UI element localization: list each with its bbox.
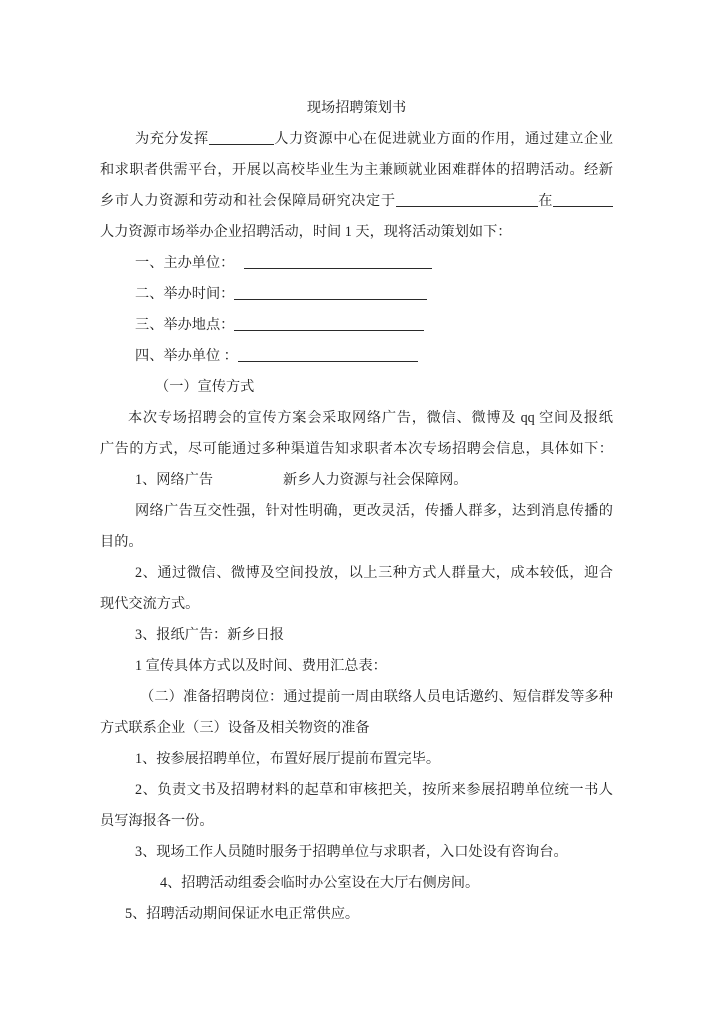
field-label: 四、举办单位 ：	[135, 348, 238, 364]
text-run: 乡市人力资源和劳动和社会保障局研究决定于	[100, 193, 396, 209]
field-row-place	[100, 310, 613, 341]
field-label: 三、举办地点：	[135, 317, 235, 333]
list-item-social-media: 2、通过微信、微博及空间投放，以上三种方式人群量大，成本较低，迎合	[135, 565, 613, 581]
list-item-value: 新乡人力资源与社会保障网。	[283, 472, 468, 488]
paragraph-line: 人力资源市场举办企业招聘活动，时间 1 天，现将活动策划如下：	[100, 224, 512, 240]
blank-line	[244, 254, 432, 269]
text-run: 在	[537, 193, 553, 209]
text-run: 为充分发挥	[135, 131, 209, 147]
field-label: 二、举办时间：	[135, 286, 235, 302]
list-item-label: 1、网络广告	[135, 472, 214, 488]
paragraph-line: 网络广告互交性强，针对性明确，更改灵活，传播人群多，达到消息传播的	[135, 503, 613, 519]
field-row-time	[100, 279, 613, 310]
paragraph-line	[100, 124, 613, 155]
list-item-staff-service: 3、现场工作人员随时服务于招聘单位与求职者，入口处设有咨询台。	[135, 844, 568, 860]
blank-line	[209, 130, 274, 145]
field-row-organizer	[100, 248, 613, 279]
paragraph-line: 目的。	[100, 534, 143, 550]
list-item-network-ad	[100, 465, 613, 496]
blank-line	[238, 347, 418, 362]
field-label: 一、主办单位：	[135, 255, 235, 271]
paragraph-line: 现代交流方式。	[100, 596, 200, 612]
blank-line	[553, 192, 613, 207]
blank-line	[234, 285, 427, 300]
paragraph-line: 广告的方式，尽可能通过多种渠道告知求职者本次专场招聘会信息，具体如下：	[100, 441, 613, 457]
doc-title: 现场招聘策划书	[306, 100, 407, 116]
paragraph-line	[100, 186, 613, 217]
field-row-host	[100, 341, 613, 372]
paragraph-line: 1 宣传具体方式以及时间、费用汇总表：	[135, 658, 387, 674]
list-item-documents: 2、负责文书及招聘材料的起草和审核把关，按所来参展招聘单位统一书人	[135, 782, 613, 798]
blank-line	[234, 316, 424, 331]
list-item-utilities: 5、招聘活动期间保证水电正常供应。	[125, 906, 360, 922]
paragraph-line: 方式联系企业（三）设备及相关物资的准备	[100, 720, 370, 736]
document-body	[100, 93, 613, 930]
text-run: 人力资源中心在促进就业方面的作用，通过建立企业	[273, 131, 613, 147]
section-heading-2: （二）准备招聘岗位：通过提前一周由联络人员电话邀约、短信群发等多种	[140, 689, 613, 705]
paragraph-line: 本次专场招聘会的宣传方案会采取网络广告，微信、微博及 qq 空间及报纸	[128, 410, 613, 426]
list-item-newspaper-ad: 3、报纸广告：新乡日报	[135, 627, 284, 643]
blank-line	[396, 192, 538, 207]
paragraph-line: 和求职者供需平台，开展以高校毕业生为主兼顾就业困难群体的招聘活动。经新	[100, 162, 613, 178]
section-heading-1: （一）宣传方式	[155, 379, 255, 395]
list-item-office: 4、招聘活动组委会临时办公室设在大厅右侧房间。	[160, 875, 480, 891]
list-item-hall-setup: 1、按参展招聘单位，布置好展厅提前布置完毕。	[135, 751, 441, 767]
paragraph-line: 员写海报各一份。	[100, 813, 214, 829]
